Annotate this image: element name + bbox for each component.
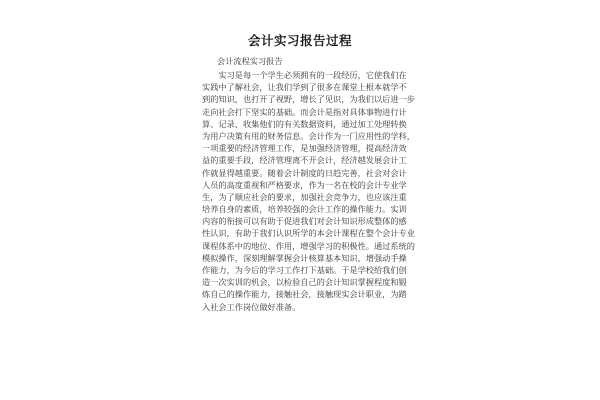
body-line: 造一次实训的机会，以检验自己的会计知识掌握程度和锻 [202,277,407,288]
body-line: 实践中了解社会，让我们学到了很多在课堂上根本就学不 [202,82,407,93]
document-body [202,69,415,313]
body-line: 益的重要手段，经济管理离不开会计，经济越发展会计工 [202,155,407,166]
body-line: 生，为了顺应社会的要求，加强社会竞争力，也应该注重 [202,191,407,202]
body-line: 入社会工作岗位做好准备。 [202,301,301,312]
body-line: 走向社会打下坚实的基础。而会计是指对具体事物进行计 [202,106,407,117]
body-line: 到的知识，也打开了视野，增长了见识，为我们以后进一步 [202,94,415,105]
body-line: 课程体系中的地位、作用，增强学习的积极性。通过系统的 [202,240,415,251]
body-line: 炼自己的操作能力，接触社会，接触现实会计职业，为踏 [202,289,407,300]
body-line: 作能力，为今后的学习工作打下基础。于是学校给我们创 [202,265,407,275]
body-line: 培养自身的素质，培养较强的会计工作的操作能力。实训 [202,204,407,215]
body-line: 内容的衔接可以有助于促进我们对会计知识形成整体的感 [202,216,407,227]
body-line: 人员的高度重视和严格要求，作为一名在校的会计专业学 [202,179,407,190]
document-title: 会计实习报告过程 [247,33,352,48]
body-line: 为用户决策有用的财务信息。会计作为一门应用性的学科， [202,130,415,141]
body-line: 一项重要的经济管理工作，是加强经济管理，提高经济效 [202,143,407,154]
body-line: 作就显得越重要。随着会计制度的日趋完善，社会对会计 [202,167,407,178]
body-line: 实习是每一个学生必须拥有的一段经历，它使我们在 [202,70,407,80]
body-line: 模拟操作，深刻理解掌握会计核算基本知识，增强动手操 [202,252,407,263]
body-line: 算、记录、收集他们的有关数据资料，通过加工处理转换 [202,118,407,129]
document-subtitle: 会计流程实习报告 [217,56,283,66]
body-line: 性认识，有助于我们认识所学的本会计课程在整个会计专业 [202,228,415,239]
